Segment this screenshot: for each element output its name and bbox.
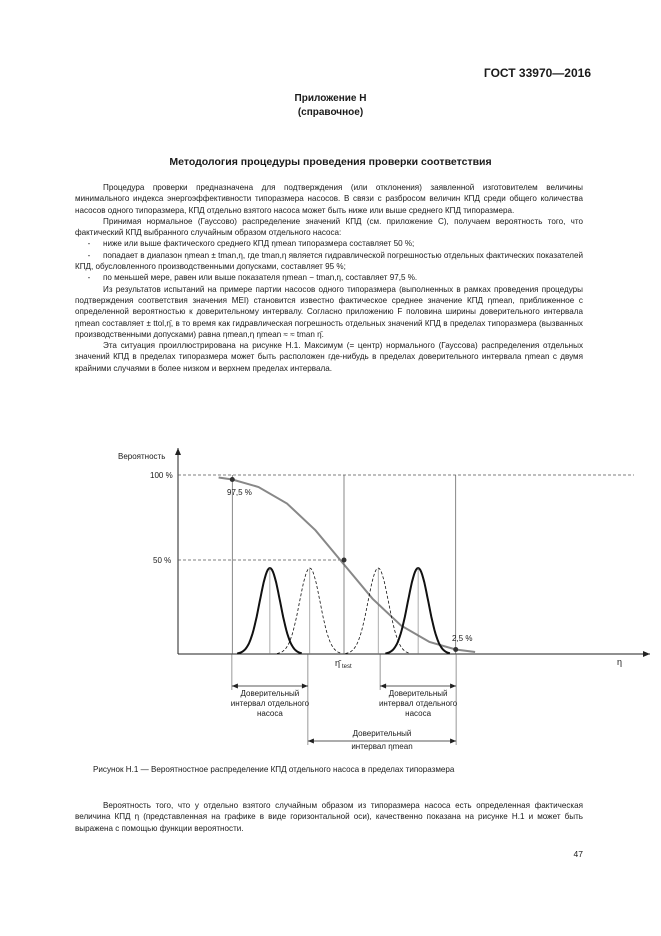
ci-right-label-1: интервал отдельного [378,699,458,708]
y-tick-100: 100 % [150,471,173,480]
ci-bracket-right-arrow-left [380,684,386,689]
ci-bracket-mean-arrow-right [450,739,456,744]
ci-bracket-left-arrow-right [302,684,308,689]
list-item-1: - ниже или выше фактического среднего КПД ηmean типоразмера составляет 50 %; [87,239,415,249]
ci-bracket-right-arrow-right [450,684,456,689]
ci-bracket-left-arrow-left [232,684,238,689]
ci-left-label-2: насоса [256,709,283,718]
eta-test-symbol: η̄ [335,658,341,668]
list-item-2: - попадает в диапазон ηmean ± tman,η, где tman,η является гидравлической погрешностью отдельных фактических показателей КПД, обусловленного производственными допусками, составляет 95 %; [75,250,583,272]
ci-right-label-0: Доверительный [388,689,448,698]
x-axis-arrow [643,651,650,657]
ci-left-label-1: интервал отдельного [230,699,310,708]
paragraph-5: Вероятность того, что у отдельно взятого случайным образом из типоразмера насоса есть определенная фактическая величина КПД η (представленная на графике в виде горизонтальной оси), качественно показана на рисунке Н.1 и может быть выражена с помощью функции вероятности. [75,801,583,833]
label-2-5: 2,5 % [452,634,473,643]
paragraph-1: Процедура проверки предназначена для подтверждения (или отклонения) заявленной изготовителем величины минимального индекса энергоэффективности типоразмера насосов. В связи с разбросом величин КПД среди общего количества насосов одного типоразмера, КПД отдельно взятого насоса может быть ниже или выше среднего КПД типоразмера. [75,183,583,215]
point-2-5 [453,647,458,652]
x-axis-label: η [617,657,623,667]
eta-mean-symbol: ηmean [271,239,297,249]
y-tick-50: 50 % [153,556,172,565]
ci-mean-label-0: Доверительный [352,729,412,738]
bell-mid-1 [277,568,342,653]
bell-lower [237,568,302,653]
label-97-5: 97,5 % [227,488,252,497]
bell-mid-2 [345,568,410,653]
paragraph-2: Принимая нормальное (Гауссово) распределение значений КПД (см. приложение С), получаем вероятность того, что фактический КПД выбранного случайным образом отдельного насоса: [75,216,583,238]
y-axis-label: Вероятность [118,452,166,461]
list-item-3: - по меньшей мере, равен или выше показателя ηmean − tman,η, составляет 97,5 %. [87,273,418,283]
cumulative-curve [219,478,476,653]
standard-number: ГОСТ 33970—2016 [483,66,591,80]
ci-right-label-2: насоса [405,709,432,718]
paragraph-4: Эта ситуация проиллюстрирована на рисунке Н.1. Максимум (= центр) нормального (Гауссова) распределения отдельных значений КПД в пределах типоразмера может быть расположен где-нибудь в пределах доверительного интервала ηmean с двумя крайними случаями в более низком и верхнем пределах интервала. [75,341,583,373]
figure-caption: Рисунок Н.1 — Вероятностное распределение КПД отдельного насоса в пределах типоразмера [93,765,455,774]
appendix-title: Приложение Н [294,93,367,104]
ci-mean-label-1: интервал ηmean [351,742,413,751]
body-text-2 [75,800,583,834]
ci-bracket-mean-arrow-left [308,739,314,744]
ci-left-label-0: Доверительный [240,689,300,698]
chart-group [118,448,650,751]
section-title: Методология процедуры проведения проверки соответствия [169,156,492,168]
paragraph-3: Из результатов испытаний на примере партии насосов одного типоразмера (выполненных в рамках проведения процедуры подтверждения соответствия значения MEI) становится известно фактическое среднее значение КПД ηmean, приближенное с определенной вероятностью к доверительному интервалу. Согласно приложению F половина ширины доверительного интервала ηmean составляет ± ttol,η̄, в то время как гидравлическая погрешность отдельных значений КПД в пределах типоразмера (вызванных производственными допусками) равна ηmean,η ηmean ≈ ≈ tman η̄. [75,284,583,339]
y-axis-arrow [175,448,181,455]
bell-upper [385,568,450,653]
point-97-5 [230,477,235,482]
point-50 [342,558,347,563]
appendix-subtitle: (справочное) [297,107,364,118]
page-number: 47 [573,849,583,859]
eta-test-subscript: test [342,664,352,670]
